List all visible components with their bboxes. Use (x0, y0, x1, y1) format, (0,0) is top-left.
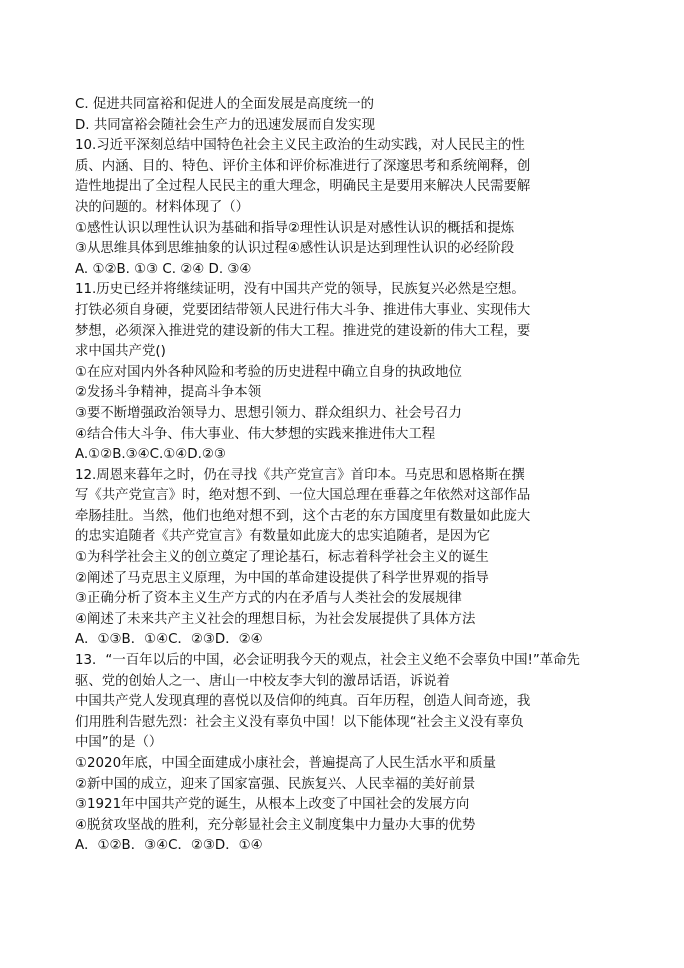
question-10-options: A. ①②B. ①③ C. ②④ D. ③④ (75, 261, 252, 277)
question-10-stem: 造性地提出了全过程人民民主的重大理念，明确民主是要用来解决人民需要解 (75, 179, 531, 195)
question-11-choice: ②发扬斗争精神，提高斗争本领 (75, 385, 262, 401)
question-13-stem: 们用胜利告慰先烈：社会主义没有辜负中国！以下能体现“社会主义没有辜负 (75, 714, 524, 730)
question-12-choice: ④阐述了未来共产主义社会的理想目标，为社会发展提供了具体方法 (75, 611, 476, 627)
question-10-stem: 质、内涵、目的、特色、评价主体和评价标准进行了深邃思考和系统阐释，创 (75, 158, 531, 174)
question-10-choices: ③从思维具体到思维抽象的认识过程④感性认识是达到理性认识的必经阶段 (75, 241, 515, 257)
question-12-choice: ②阐述了马克思主义原理，为中国的革命建设提供了科学世界观的指导 (75, 570, 489, 586)
question-11-stem: 11.历史已经并将继续证明，没有中国共产党的领导，民族复兴必然是空想。 (75, 282, 525, 298)
question-12-stem: 牵肠挂肚。当然，他们也绝对想不到，这个古老的东方国度里有数量如此庞大 (75, 508, 531, 524)
question-12-stem: 写《共产党宣言》时，绝对想不到、一位大国总理在垂暮之年依然对这部作品 (75, 488, 531, 504)
question-13-choice: ③1921年中国共产党的诞生，从根本上改变了中国社会的发展方向 (75, 797, 470, 813)
question-11-choice: ③要不断增强政治领导力、思想引领力、群众组织力、社会号召力 (75, 405, 462, 421)
question-13-options: A．①②B．③④C．②③D．①④ (75, 838, 263, 854)
question-12-stem: 12.周恩来暮年之时，仍在寻找《共产党宣言》首印本。马克思和恩格斯在撰 (75, 467, 525, 483)
question-13-choice: ④脱贫攻坚战的胜利，充分彰显社会主义制度集中力量办大事的优势 (75, 817, 476, 833)
question-11-stem: 求中国共产党() (75, 344, 166, 360)
question-13-stem: 中国”的是（） (75, 735, 163, 751)
question-text-block (75, 95, 635, 857)
question-12-stem: 的忠实追随者《共产党宣言》有数量如此庞大的忠实追随者，是因为它 (75, 529, 491, 545)
question-10-stem: 10.习近平深刻总结中国特色社会主义民主政治的生动实践，对人民民主的性 (75, 138, 525, 154)
question-11-stem: 打铁必须自身硬，党要团结带领人民进行伟大斗争、推进伟大事业、实现伟大 (75, 302, 531, 318)
option-c: C. 促进共同富裕和促进人的全面发展是高度统一的 (75, 97, 375, 112)
question-13-choice: ①2020年底，中国全面建成小康社会，普遍提高了人民生活水平和质量 (75, 756, 497, 771)
question-13-stem: 中国共产党人发现真理的喜悦以及信仰的纯真。百年历程，创造人间奇迹，我 (75, 694, 531, 710)
question-12-options: A．①③B．①④C．②③D．②④ (75, 632, 263, 648)
question-12-choice: ③正确分析了资本主义生产方式的内在矛盾与人类社会的发展规律 (75, 591, 462, 607)
question-12-choice: ①为科学社会主义的创立奠定了理论基石，标志着科学社会主义的诞生 (75, 550, 489, 566)
question-11-options: A.①②B.③④C.①④D.②③ (75, 447, 226, 463)
question-10-choices: ①感性认识以理性认识为基础和指导②理性认识是对感性认识的概括和提炼 (75, 220, 515, 236)
question-11-stem: 梦想，必须深入推进党的建设新的伟大工程。推进党的建设新的伟大工程，要 (75, 323, 531, 339)
question-13-choice: ②新中国的成立，迎来了国家富强、民族复兴、人民幸福的美好前景 (75, 776, 476, 792)
question-11-choice: ①在应对国内外各种风险和考验的历史进程中确立自身的执政地位 (75, 364, 462, 380)
question-11-choice: ④结合伟大斗争、伟大事业、伟大梦想的实践来推进伟大工程 (75, 426, 436, 442)
question-10-stem: 决的问题的。材料体现了（） (75, 199, 250, 215)
question-13-stem: 13．“一百年以后的中国，必会证明我今天的观点，社会主义绝不会辜负中国!”革命先 (75, 653, 580, 669)
question-13-stem: 驱、党的创始人之一、唐山一中校友李大钊的激昂话语，诉说着 (75, 673, 450, 689)
option-d: D. 共同富裕会随社会生产力的迅速发展而自发实现 (75, 117, 376, 133)
